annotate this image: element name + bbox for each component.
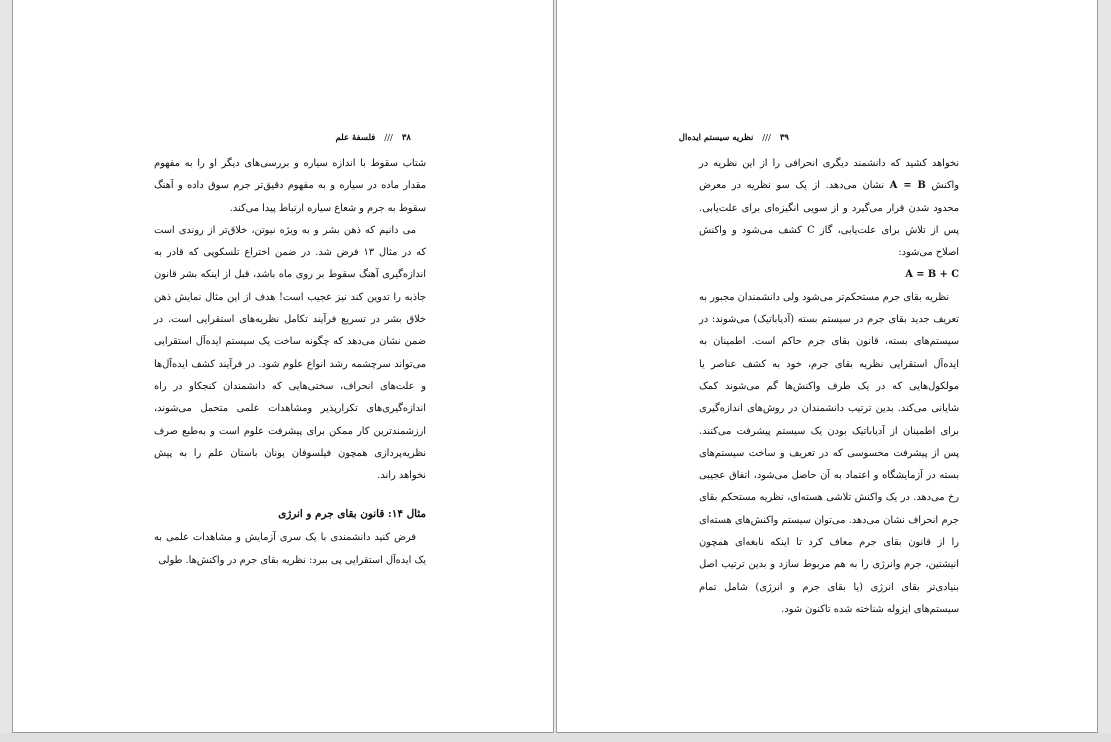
- left-page-body: [154, 153, 426, 572]
- right-page: [556, 0, 1098, 733]
- right-paragraph-1-end: نشان می‌دهد. از یک سو نظریه در معرض محدود شدن قرار می‌گیرد و از سویی انگیزه‌ای برای علت‌یابی. پس از تلاش برای علت‌یابی، گاز C کشف می‌شود و واکنش اصلاح می‌شود:: [699, 180, 960, 259]
- right-header-separator: ///: [762, 133, 771, 143]
- right-page-header: [679, 131, 789, 145]
- left-page: [12, 0, 554, 733]
- right-page-body: [699, 153, 959, 621]
- inline-equation: A = B: [889, 180, 926, 192]
- left-page-header: [336, 131, 412, 145]
- viewer-bottom-bar: [0, 733, 1111, 742]
- left-paragraph-1: شتاب سقوط با اندازه سیاره و بررسی‌های دیگر او را به مفهوم مقدار ماده در سیاره و به مفهوم دقیق‌تر جرم سوق داده و آهنگ سقوط به جرم و شعاع سیاره ارتباط پیدا می‌کند.: [154, 158, 426, 214]
- left-header-title: فلسفهٔ علم: [335, 133, 376, 143]
- left-paragraph-2: می دانیم که ذهن بشر و به ویژه نیوتن، خلاق‌تر از روندی است که در مثال ۱۳ فرض شد. در ضمن اختراع تلسکوپی که قادر به اندازه‌گیری آهنگ سقوط بر روی ماه باشد، قبل از اینکه بشر قانون جاذبه را تدوین کند نیز عجیب است! هدف از این مثال نمایش ذهن خلاق بشر در تسریع فرآیند تکامل نظریه‌های استقرایی است. در ضمن نشان می‌دهد که چگونه ساخت یک سیستم ایده‌آل استقرایی می‌تواند سرچشمه رشد انواع علوم شود. در فرآیند کشف ایده‌آل‌ها و علت‌های انحراف، سختی‌هایی که دانشمندان کنجکاو در راه اندازه‌گیری‌های تکرارپذیر ومشاهدات علمی متحمل می‌شوند، ارزشمندترین کار ممکن برای پیشرفت علوم است و به‌طبع صرف نظریه‌پردازی همچون فیلسوفان یونان باستان علم را به پیش نخواهد راند.: [154, 224, 426, 482]
- left-header-separator: ///: [384, 133, 393, 143]
- left-section-paragraph: فرض کنید دانشمندی با یک سری آزمایش و مشاهدات علمی به یک ایده‌آل استقرایی پی ببرد: نظریه بقای جرم در واکنش‌ها. طولی: [154, 532, 426, 566]
- right-paragraph-2: نظریه بقای جرم مستحکم‌تر می‌شود ولی دانشمندان مجبور به تعریف جدید بقای جرم در سیستم بسته (آدیاباتیک) می‌شوند: در سیستم‌های بسته، قانون بقای جرم حاکم است. اطمینان به ایده‌آل استقرایی نظریه بقای جرم، خود به کشف عناصر یا مولکول‌هایی که در یک طرف واکنش‌ها گم می‌شوند کمک شایانی می‌کند. بدین ترتیب دانشمندان در روش‌های اندازه‌گیری برای اطمینان از آدیاباتیک بودن یک سیستم پیشرفت می‌کنند. پس از پیشرفت محسوسی که در تعریف و ساخت سیستم‌های بسته در آزمایشگاه و اعتماد به آن حاصل می‌شود، اتفاق عجیبی رخ می‌دهد. در یک واکنش تلاشی هسته‌ای، نظریه مستحکم بقای جرم انحراف نشان می‌دهد. می‌توان سیستم واکنش‌های هسته‌ای را از قانون بقای جرم معاف کرد تا اینکه نابغه‌ای همچون انیشتین، جرم وانرژی را به هم مربوط سازد و بدین ترتیب اصل بنیادی‌تر بقای انرژی (یا بقای جرم و انرژی) شامل تمام سیستم‌های ایزوله شناخته شده تاکنون شود.: [699, 291, 959, 615]
- section-heading: مثال ۱۴: قانون بقای جرم و انرژی: [278, 508, 426, 521]
- right-header-title: نظریه سیستم ایده‌ال: [678, 133, 754, 143]
- equation: A = B + C: [905, 269, 959, 281]
- left-page-number: ۳۸: [401, 133, 411, 143]
- right-paragraph-1: [699, 153, 959, 264]
- right-paragraph-1-start: نخواهد کشید که دانشمند دیگری انحرافی را از این نظریه در واکنش: [699, 158, 959, 192]
- right-page-number: ۳۹: [779, 133, 789, 143]
